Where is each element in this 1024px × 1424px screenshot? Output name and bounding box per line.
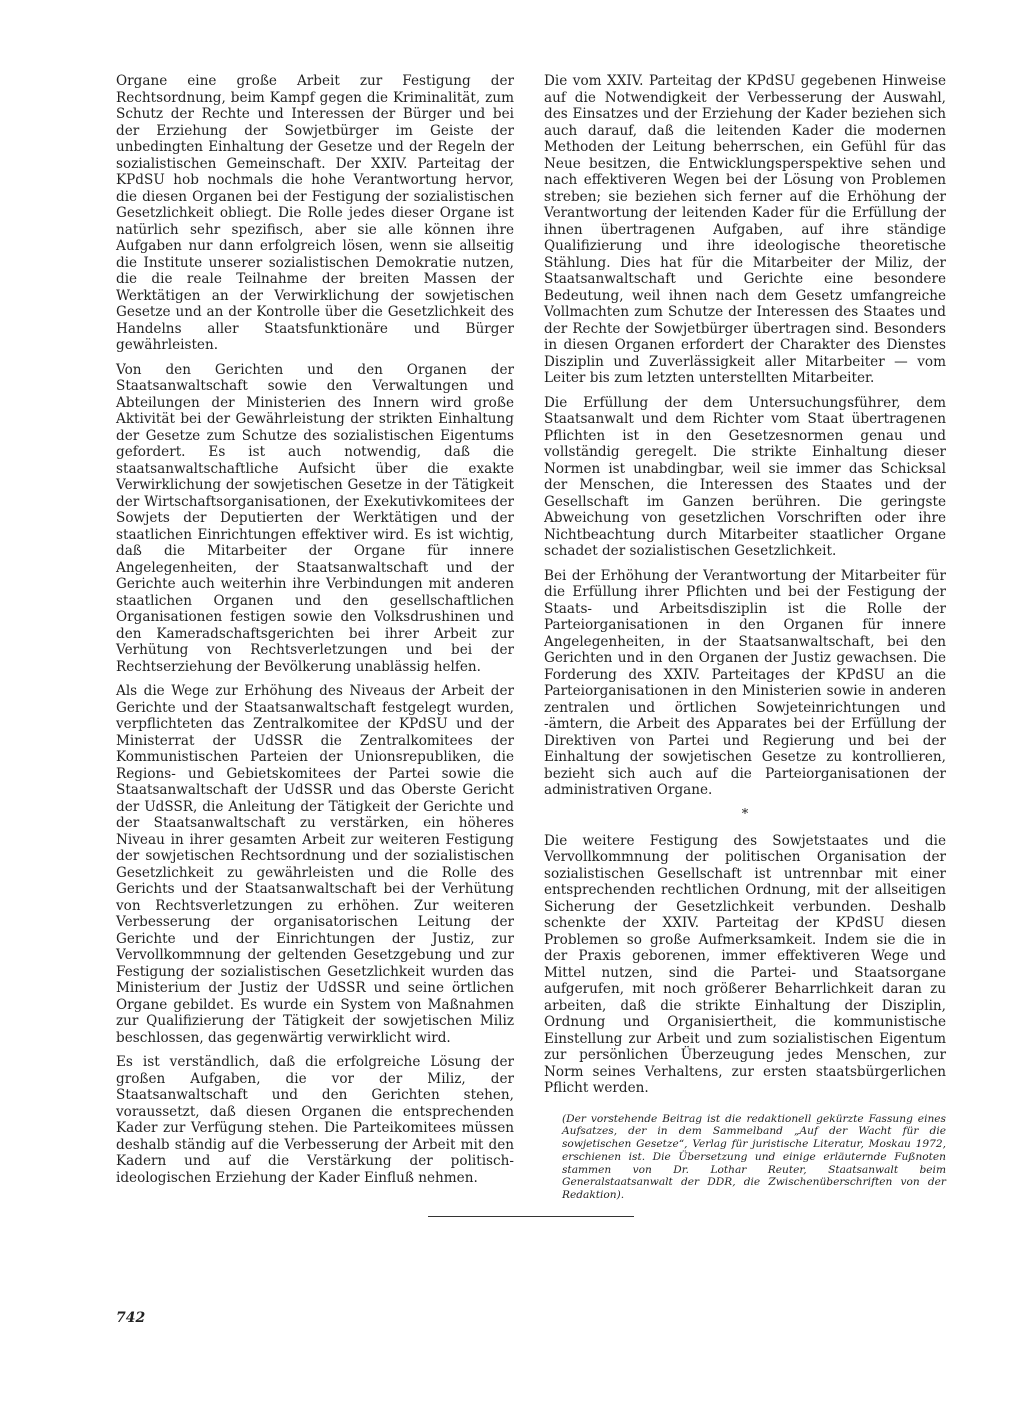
end-rule xyxy=(428,1216,634,1217)
right-column xyxy=(544,73,946,1202)
paragraph: Die Erfüllung der dem Untersuchungsführer, dem Staatsanwalt und dem Richter vom Staat übertragenen Pflichten ist in den Gesetzesnormen genau und vollständig geregelt. Die strikte Einhaltung dieser Normen ist unabdingbar, weil sie immer das Schicksal der Menschen, die Interessen des Staates und der Gesellschaft im Ganzen berühren. Die geringste Abweichung von gesetzlichen Vorschriften oder ihre Nichtbeachtung durch Mitarbeiter staatlicher Organe schadet der sozialistischen Gesetzlichkeit. xyxy=(544,394,946,559)
page-number: 742 xyxy=(116,1310,146,1326)
paragraph: Als die Wege zur Erhöhung des Niveaus der Arbeit der Gerichte und der Staatsanwaltschaft festgelegt wurden, verpflichteten das Zentralkomitee der KPdSU und der Ministerrat der UdSSR die Zentralkomitees der Kommunistischen Parteien der Unionsrepubliken, die Regions- und Gebietskomitees der Partei sowie die Staatsanwaltschaft der UdSSR und das Oberste Gericht der UdSSR, die Anleitung der Tätigkeit der Gerichte und der Staatsanwaltschaft zu verstärken, ein höheres Niveau in ihrer gesamten Arbeit zur weiteren Festigung der sowjetischen Rechtsordnung und der sozialistischen Gesetzlichkeit zu gewährleisten und die Rolle des Gerichts und der Staatsanwaltschaft bei der Verhütung von Rechtsverletzungen zu erhöhen. Zur weiteren Verbesserung der organisatorischen Leitung der Gerichte und der Einrichtungen der Justiz, zur Vervollkommnung der geltenden Gesetzgebung und zur Festigung der sozialistischen Gesetzlichkeit wurden das Ministerium der Justiz der UdSSR und seine örtlichen Organe gebildet. Es wurde ein System von Maßnahmen zur Qualifizierung der Tätigkeit der sowjetischen Miliz beschlossen, das gegenwärtig verwirklicht wird. xyxy=(116,683,514,1046)
paragraph: Organe eine große Arbeit zur Festigung der Rechtsordnung, beim Kampf gegen die Kriminalität, zum Schutz der Rechte und Interessen der Bürger und bei der Erziehung der Sowjetbürger im Geiste der unbedingten Einhaltung der Gesetze und der Regeln der sozialistischen Gemeinschaft. Der XXIV. Parteitag der KPdSU hob nochmals die hohe Verantwortung hervor, die diesen Organen bei der Festigung der sozialistischen Gesetzlichkeit obliegt. Die Rolle jedes dieser Organe ist natürlich sehr spezifisch, aber sie alle können ihre Aufgaben nur dann erfolgreich lösen, wenn sie allseitig die Institute unserer sozialistischen Demokratie nutzen, die die reale Teilnahme der breiten Massen der Werktätigen an der Verwirklichung der sowjetischen Gesetze und an der Kontrolle über die Gesetzlichkeit des Handelns aller Staatsfunktionäre und Bürger gewährleisten. xyxy=(116,73,514,353)
paragraph: Von den Gerichten und den Organen der Staatsanwaltschaft sowie den Verwaltungen und Abteilungen der Ministerien des Innern wird große Aktivität bei der Gewährleistung der strikten Einhaltung der Gesetze zum Schutze des sozialistischen Eigentums gefordert. Es ist auch notwendig, daß die staatsanwaltschaftliche Aufsicht über die exakte Verwirklichung der sowjetischen Gesetze in der Tätigkeit der Wirtschaftsorganisationen, der Exekutivkomitees der Sowjets der Deputierten der Werktätigen und der staatlichen Einrichtungen effektiver wird. Es ist wichtig, daß die Mitarbeiter der Organe für innere Angelegenheiten, der Staatsanwaltschaft und der Gerichte auch weiterhin ihre Verbindungen mit anderen staatlichen Organen und den gesellschaftlichen Organisationen festigen sowie den Volksdrushinen und den Kameradschaftsgerichten bei ihrer Arbeit zur Verhütung von Rechtsverletzungen und bei der Rechtserziehung der Bevölkerung unablässig helfen. xyxy=(116,361,514,675)
paragraph: Bei der Erhöhung der Verantwortung der Mitarbeiter für die Erfüllung ihrer Pflichten und bei der Festigung der Staats- und Arbeitsdisziplin ist die Rolle der Parteiorganisationen in den Organen für innere Angelegenheiten, in der Staatsanwaltschaft, bei den Gerichten und in den Organen der Justiz gewachsen. Die Forderung des XXIV. Parteitages der KPdSU an die Parteiorganisationen in den Ministerien sowie in anderen zentralen und örtlichen Sowjeteinrichtungen und -ämtern, die Arbeit des Apparates bei der Erfüllung der Direktiven von Partei und Regierung und bei der Einhaltung der sowjetischen Gesetze zu kontrollieren, bezieht sich auch auf die Parteiorganisationen der administrativen Organe. xyxy=(544,567,946,798)
paragraph: Es ist verständlich, daß die erfolgreiche Lösung der großen Aufgaben, die vor der Miliz, der Staatsanwaltschaft und den Gerichten stehen, voraussetzt, daß diesen Organen die entsprechenden Kader zur Verfügung stehen. Die Parteikomitees müssen deshalb ständig auf die Verbesserung der Arbeit mit den Kadern und auf die Verstärkung der politisch-ideologischen Erziehung der Kader Einfluß nehmen. xyxy=(116,1054,514,1186)
paragraph: Die weitere Festigung des Sowjetstaates und die Vervollkommnung der politischen Organisation der sozialistischen Gesellschaft ist untrennbar mit einer entsprechenden rechtlichen Ordnung, mit der allseitigen Sicherung der Gesetzlichkeit verbunden. Deshalb schenkte der XXIV. Parteitag der KPdSU diesen Problemen so große Aufmerksamkeit. Indem sie die in der Praxis geborenen, immer effektiveren Wege und Mittel nutzen, sind die Partei- und Staatsorgane aufgerufen, mit noch größerer Beharrlichkeit daran zu arbeiten, daß die strikte Einhaltung der Disziplin, Ordnung und Organisiertheit, die kommunistische Einstellung zur Arbeit und zum sozialistischen Eigentum zur persönlichen Überzeugung jedes Menschen, zur Norm seines Verhaltens, zur ersten staatsbürgerlichen Pflicht werden. xyxy=(544,832,946,1096)
editorial-note: (Der vorstehende Beitrag ist die redaktionell gekürzte Fassung eines Aufsatzes, der in dem Sammelband „Auf der Wacht für die sowjetischen Gesetze“, Verlag für juristische Literatur, Moskau 1972, erschienen ist. Die Übersetzung und einige erläuternde Fußnoten stammen von Dr. Lothar Reuter, Staatsanwalt beim Generalstaatsanwalt der DDR, die Zwischenüberschriften von der Redaktion). xyxy=(562,1112,946,1202)
section-separator: * xyxy=(741,806,749,822)
left-column xyxy=(116,73,514,1194)
paragraph: Die vom XXIV. Parteitag der KPdSU gegebenen Hinweise auf die Notwendigkeit der Verbesserung der Auswahl, des Einsatzes und der Erziehung der Kader beziehen sich auch darauf, daß die leitenden Kader die modernen Methoden der Leitung beherrschen, ein Gefühl für das Neue besitzen, die Entwicklungsperspektive sehen und nach effektiveren Wegen bei der Lösung von Problemen streben; sie beziehen sich ferner auf die Erhöhung der Verantwortung der leitenden Kader für die Erfüllung der ihnen übertragenen Aufgaben, auf ihre ständige Qualifizierung und ihre ideologische theoretische Stählung. Dies hat für die Mitarbeiter der Miliz, der Staatsanwaltschaft und Gerichte eine besondere Bedeutung, weil ihnen nach dem Gesetz umfangreiche Vollmachten zum Schutze der Interessen des Staates und der Rechte der Sowjetbürger übertragen sind. Besonders in diesen Organen erfordert der Charakter des Dienstes Disziplin und Zuverlässigkeit aller Mitarbeiter — vom Leiter bis zum letzten unterstellten Mitarbeiter. xyxy=(544,73,946,386)
